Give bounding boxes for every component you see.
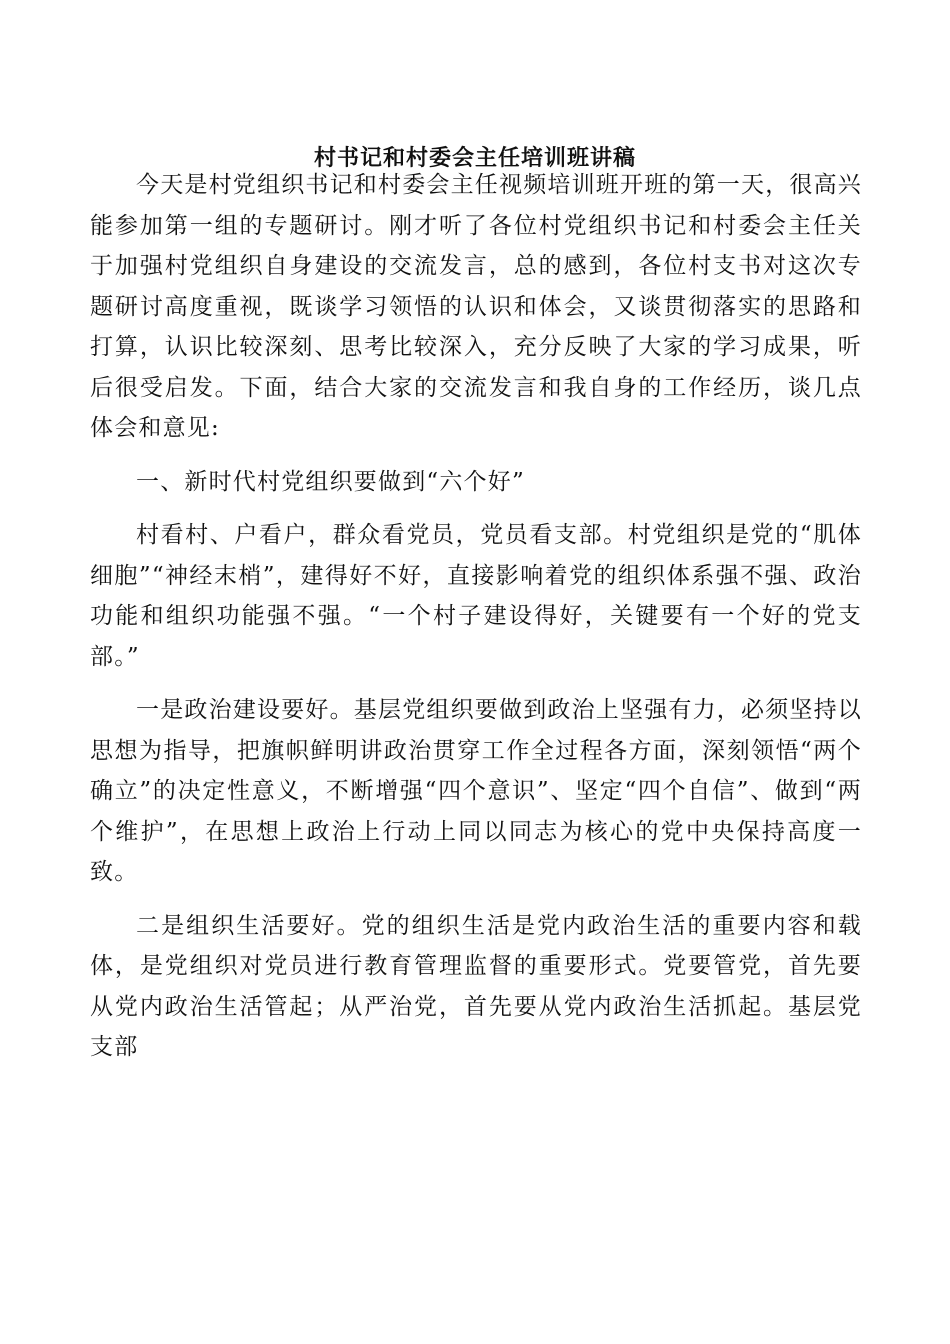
document-body	[90, 165, 862, 1068]
document-title: 村书记和村委会主任培训班讲稿	[313, 145, 636, 171]
paragraph-intro: 今天是村党组织书记和村委会主任视频培训班开班的第一天，很高兴能参加第一组的专题研讨。刚才听了各位村党组织书记和村委会主任关于加强村党组织自身建设的交流发言，总的感到，各位村支书对这次专题研讨高度重视，既谈学习领悟的认识和体会，又谈贯彻落实的思路和打算，认识比较深刻、思考比较深入，充分反映了大家的学习成果，听后很受启发。下面，结合大家的交流发言和我自身的工作经历，谈几点体会和意见:	[90, 172, 862, 441]
paragraph-political-building: 一是政治建设要好。基层党组织要做到政治上坚强有力，必须坚持以思想为指导，把旗帜鲜明讲政治贯穿工作全过程各方面，深刻领悟“两个确立”的决定性意义，不断增强“四个意识”、坚定“四个自信”、做到“两个维护”，在思想上政治上行动上同以同志为核心的党中央保持高度一致。	[90, 697, 862, 885]
section-heading-1: 一、新时代村党组织要做到“六个好”	[136, 468, 525, 495]
paragraph-organization-life: 二是组织生活要好。党的组织生活是党内政治生活的重要内容和载体，是党组织对党员进行教育管理监督的重要形式。党要管党，首先要从党内政治生活管起；从严治党，首先要从党内政治生活抓起。基层党支部	[90, 912, 862, 1060]
paragraph-village-party: 村看村、户看户，群众看党员，党员看支部。村党组织是党的“肌体细胞”“神经末梢”，建得好不好，直接影响着党的组织体系强不强、政治功能和组织功能强不强。“一个村子建设得好，关键要有一个好的党支部。”	[90, 522, 862, 670]
